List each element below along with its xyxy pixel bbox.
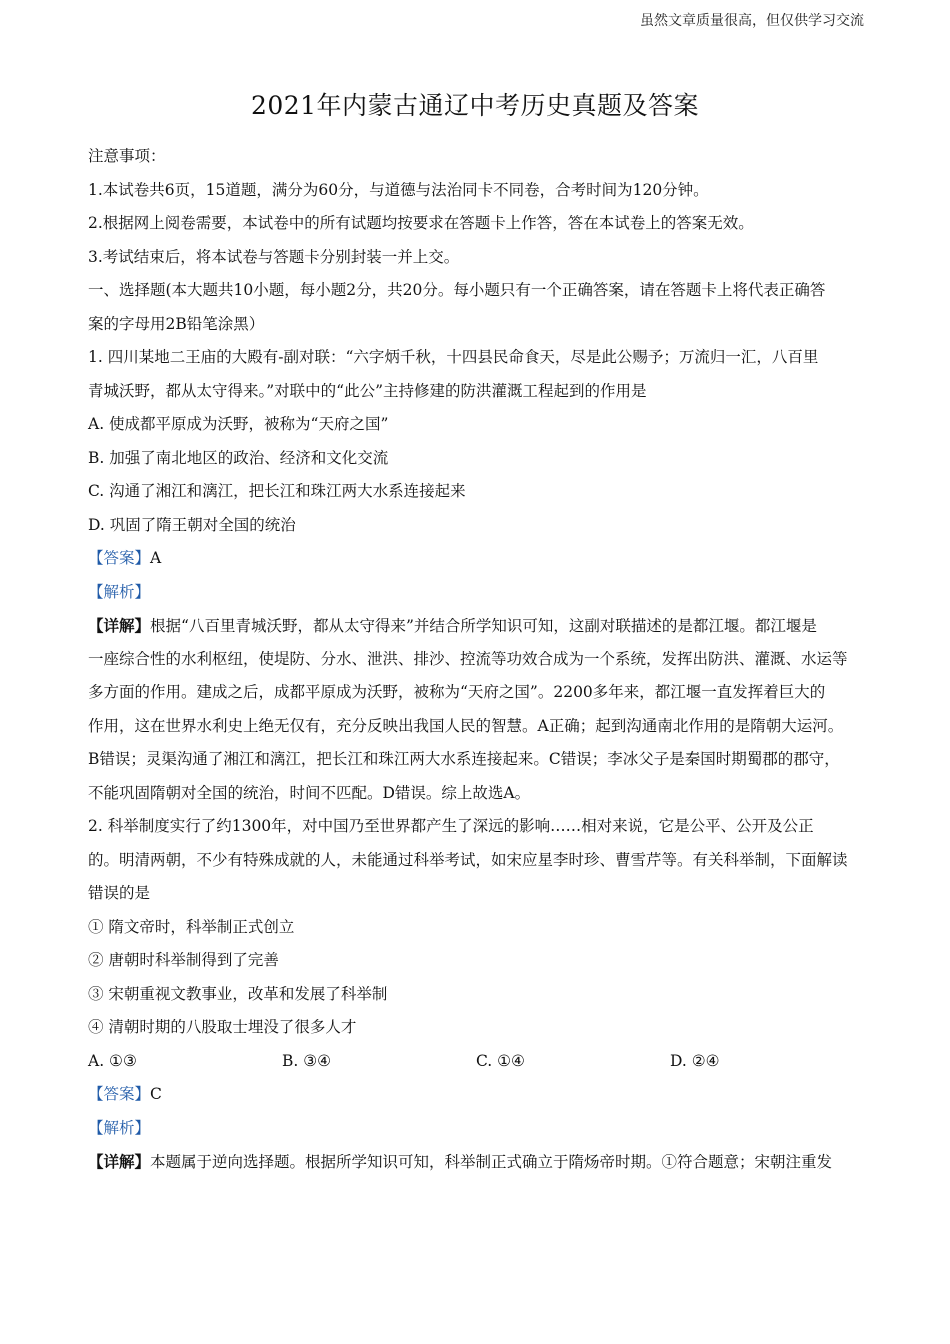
question-2-analysis-tag — [88, 1112, 864, 1146]
question-2-option-a: A. ①③ — [88, 1051, 137, 1070]
question-2-stem: 2. 科举制度实行了约1300年，对中国乃至世界都产生了深远的影响……相对来说，它是公平、公开及公正 — [88, 817, 814, 835]
document-body — [88, 140, 864, 1179]
question-1-answer — [88, 542, 864, 576]
question-2-options — [88, 1045, 864, 1079]
question-1-detail-line: 作用，这在世界水利史上绝无仅有，充分反映出我国人民的智慧。A正确；起到沟通南北作用的是隋朝大运河。 — [88, 716, 844, 735]
question-2-detail — [88, 1145, 864, 1179]
header-note: 虽然文章质量很高，但仅供学习交流 — [640, 13, 864, 29]
detail-text: 根据“八百里青城沃野，都从太守得来”并结合所学知识可知，这副对联描述的是都江堰。都江堰是 — [150, 617, 817, 635]
question-2-stem-continued: 错误的是 — [88, 884, 151, 902]
question-1-stem-continued: 青城沃野，都从太守得来。”对联中的“此公”主持修建的防洪灌溉工程起到的作用是 — [88, 381, 647, 400]
question-2-statement-4: ④ 清朝时期的八股取士埋没了很多人才 — [88, 1018, 357, 1036]
question-2-option-d: D. ②④ — [670, 1051, 720, 1070]
question-1-analysis-tag — [88, 576, 864, 610]
question-1-detail-line: 多方面的作用。建成之后，成都平原成为沃野，被称为“天府之国”。2200多年来，都江堰一直发挥着巨大的 — [88, 683, 826, 701]
question-2-statement-2: ② 唐朝时科举制得到了完善 — [88, 951, 279, 969]
question-1-option-a: A. 使成都平原成为沃野，被称为“天府之国” — [88, 415, 389, 433]
question-1-option-b: B. 加强了南北地区的政治、经济和文化交流 — [88, 448, 389, 467]
question-2-option-b: B. ③④ — [282, 1051, 332, 1070]
question-1-detail — [88, 609, 864, 643]
detail-tag: 【详解】 — [88, 1152, 151, 1171]
notice-heading: 注意事项： — [88, 147, 166, 165]
answer-value: A — [150, 549, 162, 567]
section-heading: 一、选择题(本大题共10小题，每小题2分，共20分。每小题只有一个正确答案，请在答题卡上将代表正确答 — [88, 281, 826, 299]
question-1-detail-line: 一座综合性的水利枢纽，使堤防、分水、泄洪、排沙、控流等功效合成为一个系统，发挥出防洪、灌溉、水运等 — [88, 649, 848, 668]
answer-value: C — [150, 1085, 162, 1103]
detail-text: 本题属于逆向选择题。根据所学知识可知，科举制正式确立于隋炀帝时期。①符合题意；宋朝注重发 — [150, 1153, 833, 1171]
notice-item: 1.本试卷共6页，15道题，满分为60分，与道德与法治同卡不同卷，合考时间为120分钟。 — [88, 180, 709, 199]
analysis-tag: 【解析】 — [88, 582, 151, 601]
notice-item: 2.根据网上阅卷需要，本试卷中的所有试题均按要求在答题卡上作答，答在本试卷上的答案无效。 — [88, 214, 754, 232]
question-1-stem: 1. 四川某地二王庙的大殿有-副对联：“六字炳千秋，十四县民命食天，尽是此公赐予；万流归一汇，八百里 — [88, 348, 819, 366]
question-2-answer — [88, 1078, 864, 1112]
question-1-detail-line: 不能巩固隋朝对全国的统治，时间不匹配。D错误。综上故选A。 — [88, 783, 531, 802]
page-title: 2021年内蒙古通辽中考历史真题及答案 — [250, 91, 700, 120]
notice-item: 3.考试结束后，将本试卷与答题卡分别封装一并上交。 — [88, 247, 460, 266]
answer-tag: 【答案】 — [88, 549, 151, 567]
question-1-option-c: C. 沟通了湘江和漓江，把长江和珠江两大水系连接起来 — [88, 482, 466, 500]
section-heading-continued: 案的字母用2B铅笔涂黑） — [88, 314, 265, 333]
question-1-detail-line: B错误；灵渠沟通了湘江和漓江，把长江和珠江两大水系连接起来。C错误；李冰父子是秦国时期蜀郡的郡守， — [88, 750, 840, 768]
question-2-statement-1: ① 隋文帝时，科举制正式创立 — [88, 917, 295, 936]
analysis-tag: 【解析】 — [88, 1118, 151, 1137]
detail-tag: 【详解】 — [88, 616, 151, 635]
question-2-option-c: C. ①④ — [476, 1051, 525, 1070]
answer-tag: 【答案】 — [88, 1085, 151, 1103]
question-2-stem-continued: 的。明清两朝，不少有特殊成就的人，未能通过科举考试，如宋应星李时珍、曹雪芹等。有关科举制，下面解读 — [88, 850, 848, 869]
question-2-statement-3: ③ 宋朝重视文教事业，改革和发展了科举制 — [88, 984, 388, 1003]
question-1-option-d: D. 巩固了隋王朝对全国的统治 — [88, 515, 296, 534]
